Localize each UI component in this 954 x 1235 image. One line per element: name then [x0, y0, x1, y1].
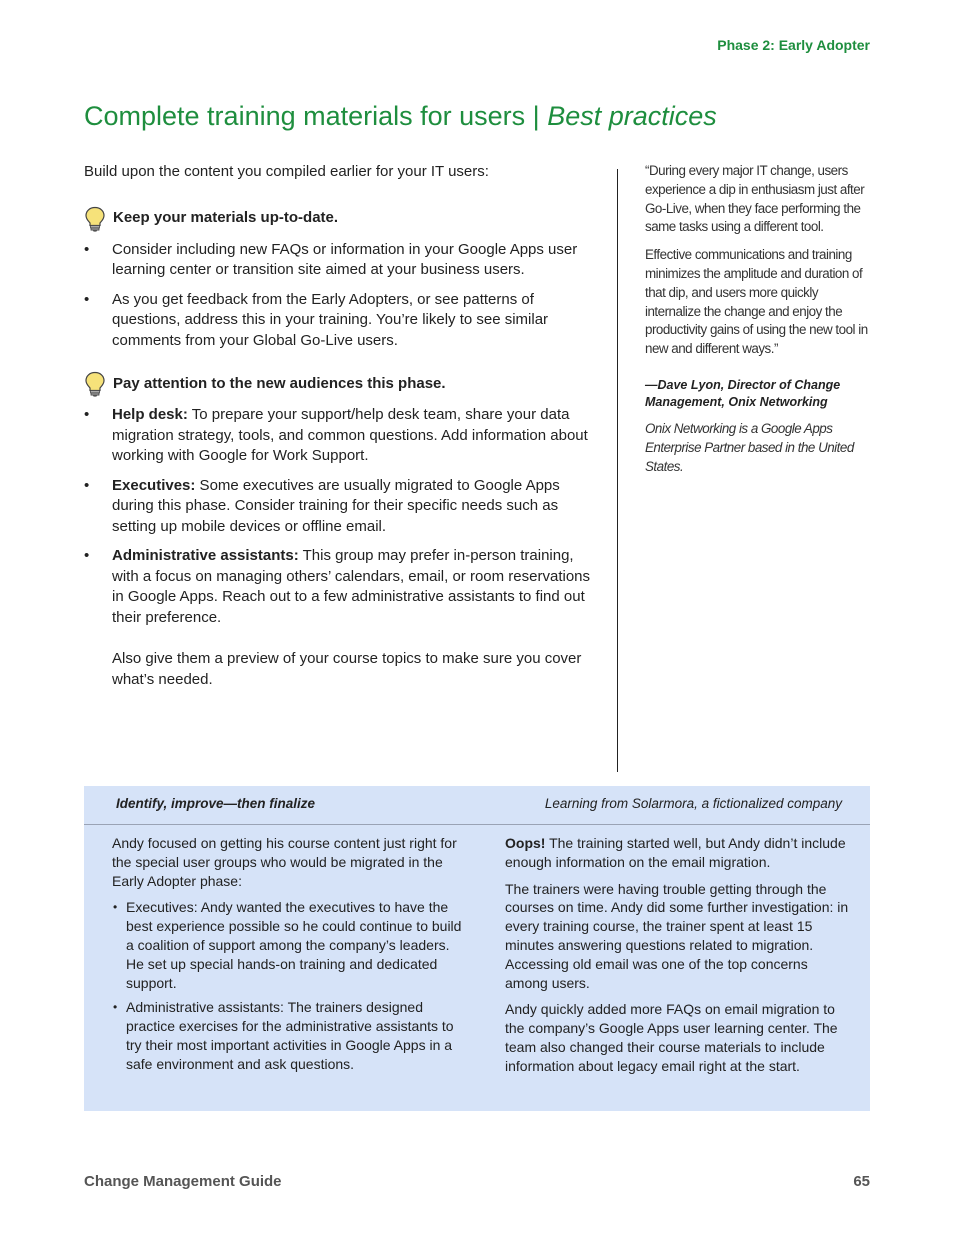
- tip-heading-1-text: Keep your materials up-to-date.: [113, 209, 339, 227]
- bullet-label: Executives:: [112, 476, 196, 494]
- case-intro: Andy focused on getting his course content just right for the special user groups who would be migrated in the Early Adopter phase:: [112, 835, 457, 889]
- partner-note: Onix Networking is a Google Apps Enterprise Partner based in the United States.: [645, 420, 854, 474]
- bullet-label: Administrative assistants:: [112, 547, 299, 564]
- bullet-text: This group may prefer in-person training, with a focus on managing others’ calendars, email, or room reservations in Google Apps. Reach out to a few administrative assistants to find out their preference.: [112, 547, 591, 626]
- case-study-left-column: [112, 834, 462, 1080]
- oops-text: The training started well, but Andy didn’t include enough information on the email migration.: [505, 835, 846, 870]
- title-italic: Best practices: [547, 101, 717, 131]
- bullet-text: Some executives are usually migrated to Google Apps during this phase. Consider training for their specific needs such as setting up mobile devices or offline email.: [112, 476, 560, 535]
- list-item: [84, 405, 594, 467]
- case-study-box: [84, 786, 870, 1111]
- case-study-right-column: [505, 834, 850, 1084]
- oops-paragraph: [505, 834, 850, 872]
- list-item: • As you get feedback from the Early Adopters, or see patterns of questions, address this in your training. You’re likely to see similar comments from your Global Go-Live users.: [84, 290, 594, 352]
- list-item: • Administrative assistants: The trainers designed practice exercises for the administrative assistants to try their most important activities in Google Apps in a safe environment and ask questions.: [112, 998, 462, 1073]
- case-paragraph-2: The trainers were having trouble getting through the courses on time. Andy did some further investigation: in every training course, the trainer spent at least 15 minutes answering questions related to migration. Accessing old email was one of the top concerns among users.: [505, 880, 849, 991]
- tip-1-list: [84, 240, 594, 352]
- list-item: [84, 546, 594, 690]
- case-study-title: Identify, improve—then finalize: [116, 796, 316, 811]
- quote-attribution: —Dave Lyon, Director of Change Management, Onix Networking: [645, 377, 841, 409]
- quote-paragraph-1: “During every major IT change, users experience a dip in enthusiasm just after Go-Live, when they face performing the same tasks using a different tool.: [645, 163, 865, 235]
- lightbulb-icon: [84, 206, 106, 232]
- title-main: Complete training materials for users |: [84, 101, 548, 131]
- case-list: [112, 898, 462, 1073]
- main-column: [84, 162, 594, 710]
- page-title: [84, 101, 884, 132]
- list-item: • Executives: Andy wanted the executives to have the best experience possible so he could continue to build a coalition of support among the company’s leaders. He set up special hands-on training and dedicated support.: [112, 898, 462, 992]
- sidebar-quote: [645, 162, 871, 485]
- page-number: 65: [853, 1173, 870, 1190]
- tip-heading-2: [84, 371, 594, 397]
- tip-heading-1: [84, 206, 594, 232]
- list-item: • Consider including new FAQs or information in your Google Apps user learning center or transition site aimed at your business users.: [84, 240, 594, 281]
- lightbulb-icon: [84, 371, 106, 397]
- phase-label: Phase 2: Early Adopter: [717, 37, 870, 53]
- extra-text: Also give them a preview of your course topics to make sure you cover what’s needed.: [112, 650, 582, 688]
- column-divider: [617, 169, 618, 772]
- intro-text: Build upon the content you compiled earlier for your IT users:: [84, 163, 489, 180]
- footer-guide-title: Change Management Guide: [84, 1173, 282, 1190]
- quote-paragraph-2: Effective communications and training minimizes the amplitude and duration of that dip, and users more quickly internalize the change and enjoy the productivity gains of using the new tool in new and different ways.”: [645, 247, 868, 357]
- tip-2-list: [84, 405, 594, 690]
- case-paragraph-3: Andy quickly added more FAQs on email migration to the company’s Google Apps user learning center. The team also changed their course materials to include information about legacy email right at the start.: [505, 1001, 838, 1074]
- oops-label: Oops!: [505, 835, 546, 851]
- case-study-subtitle: Learning from Solarmora, a fictionalized company: [544, 796, 842, 811]
- bullet-label: Help desk:: [112, 406, 188, 423]
- tip-heading-2-text: Pay attention to the new audiences this phase.: [113, 374, 446, 392]
- bullet-text: To prepare your support/help desk team, share your data migration strategy, tools, and common questions. Add information about working with Google for Work Support.: [112, 406, 588, 464]
- list-item: [84, 476, 594, 538]
- case-study-header: [84, 786, 870, 825]
